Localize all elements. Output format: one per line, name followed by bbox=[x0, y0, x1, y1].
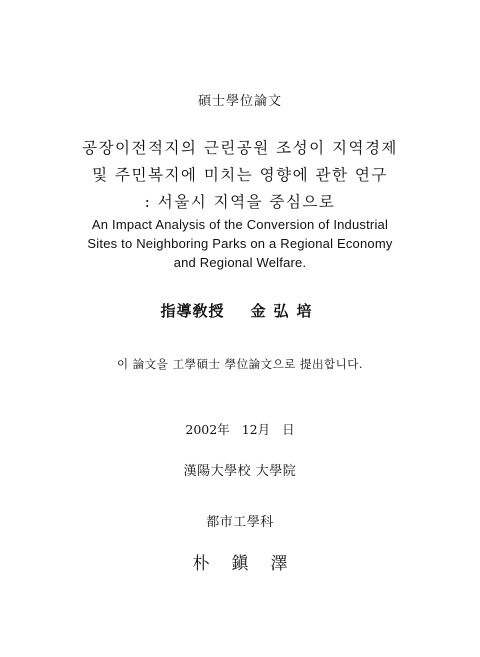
degree-heading: 碩士學位論文 bbox=[197, 94, 282, 109]
korean-title-line-1: 공장이전적지의 근린공원 조성이 지역경제 bbox=[82, 139, 398, 157]
advisor-line bbox=[0, 300, 480, 321]
department-name: 都市工學科 bbox=[206, 515, 274, 530]
advisor-label: 指導敎授 bbox=[160, 302, 225, 320]
english-title-line-2: Sites to Neighboring Parks on a Regional Economy bbox=[87, 236, 393, 251]
submission-statement: 이 論文을 工學碩士 學位論文으로 提出합니다. bbox=[116, 357, 364, 371]
author-name: 朴鎭澤 bbox=[192, 554, 310, 574]
english-title-line-1: An Impact Analysis of the Conversion of Industrial bbox=[91, 217, 389, 232]
date-month: 12月 bbox=[241, 422, 271, 437]
date-day: 日 bbox=[282, 422, 295, 437]
korean-title-line-2: 및 주민복지에 미치는 영향에 관한 연구 bbox=[92, 166, 388, 184]
date-year: 2002年 bbox=[185, 422, 230, 437]
korean-subtitle: : 서울시 지역을 중심으로 bbox=[144, 193, 336, 211]
english-title-line-3: and Regional Welfare. bbox=[173, 255, 307, 270]
advisor-name: 金弘培 bbox=[250, 302, 320, 320]
university-name: 漢陽大學校 大學院 bbox=[183, 464, 297, 479]
submission-date bbox=[0, 420, 480, 438]
